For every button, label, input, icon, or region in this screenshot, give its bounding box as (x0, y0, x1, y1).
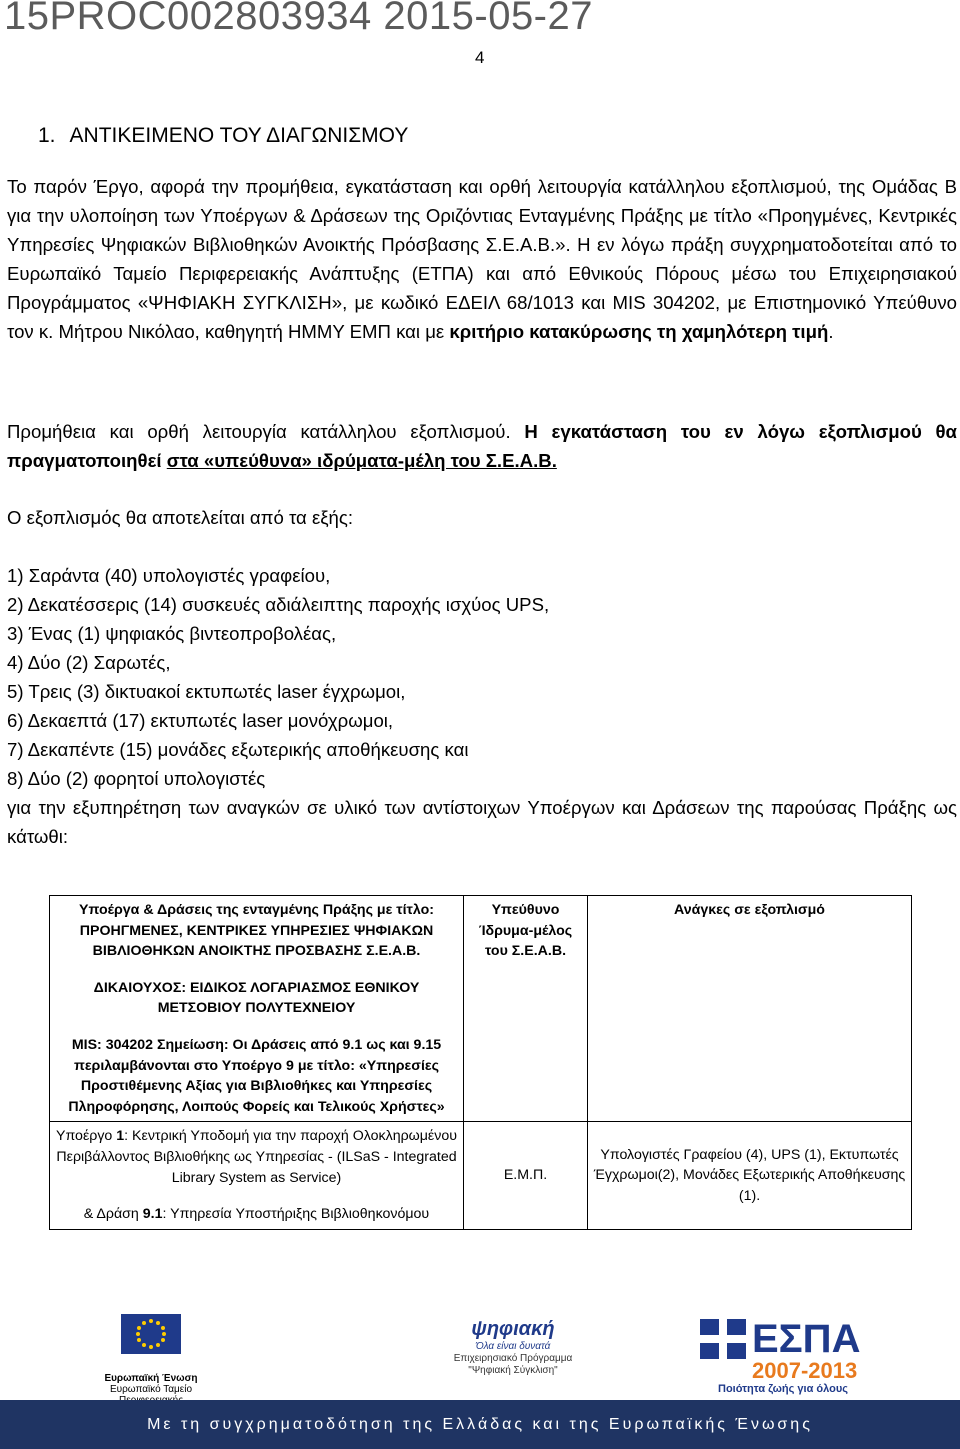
header-institution: Υπεύθυνο Ίδρυμα-μέλος του Σ.Ε.Α.Β. (464, 896, 588, 1122)
installation-bold: Η εγκατάσταση του εν λόγω εξοπλισμού θα πραγματοποιηθεί (7, 421, 957, 471)
espa-slogan: Ποιότητα ζωής για όλους (718, 1383, 848, 1395)
row-needs: Υπολογιστές Γραφείου (4), UPS (1), Εκτυπωτές Έγχρωμοι(2), Μονάδες Εξωτερικής Αποθήκευσης (1). (588, 1122, 912, 1229)
list-item: 8) Δύο (2) φορητοί υπολογιστές (7, 768, 266, 789)
list-item: 3) Ένας (1) ψηφιακός βιντεοπροβολέας, (7, 623, 337, 644)
paragraph-intro (7, 172, 957, 346)
table-row (50, 1122, 912, 1229)
espa-flag-icon (700, 1319, 746, 1359)
psifiaki-slogan: Όλα είναι δυνατά (475, 1341, 551, 1352)
section-number: 1. (38, 124, 56, 147)
psifiaki-sygklisi-logo (448, 1318, 578, 1398)
intro-text: Το παρόν Έργο, αφορά την προμήθεια, εγκατάσταση και ορθή λειτουργία κατάλληλου εξοπλισμού, της Ομάδας Β για την υλοποίηση των Υποέργων & Δράσεων της Οριζόντιας Ενταγμένης Πράξης με τίτλο «Προηγμένες, Κεντρικές Υπηρεσίες Ψηφιακών Βιβλιοθηκών Ανοικτής Πρόσβασης Σ.Ε.Α.Β.». Η εν λόγω πράξη συγχρηματοδοτείται από το Ευρωπαϊκό Ταμείο Περιφερειακής Ανάπτυξης (ΕΤΠΑ) και από Εθνικούς Πόρους μέσω του Επιχειρησιακού Προγράμματος «ΨΗΦΙΑΚΗ ΣΥΓΚΛΙΣΗ», με κωδικό ΕΔΕΙΛ 68/1013 και MIS 304202, με Επιστημονικό Υπεύθυνο τον κ. Μήτρου Νικόλαο, καθηγητή ΗΜΜΥ ΕΜΠ και με (7, 176, 957, 342)
list-item: 7) Δεκαπέντε (15) μονάδες εξωτερικής αποθήκευσης και (7, 739, 469, 760)
paragraph-installation (7, 417, 957, 475)
installation-text: Προμήθεια και ορθή λειτουργία κατάλληλου εξοπλισμού. (7, 421, 525, 442)
espa-logo (700, 1318, 910, 1400)
header-subprojects: Υποέργα & Δράσεις της ενταγμένης Πράξης με τίτλο: ΠΡΟΗΓΜΕΝΕΣ, ΚΕΝΤΡΙΚΕΣ ΥΠΗΡΕΣΙΕΣ ΨΗΦΙΑΚΩΝ ΒΙΒΛΙΟΘΗΚΩΝ ΑΝΟΙΚΤΗΣ ΠΡΟΣΒΑΣΗΣ Σ.Ε.Α.Β. ΔΙΚΑΙΟΥΧΟΣ: ΕΙΔΙΚΟΣ ΛΟΓΑΡΙΑΣΜΟΣ ΕΘΝΙΚΟΥ ΜΕΤΣΟΒΙΟΥ ΠΟΛΥΤΕΧΝΕΙΟΥ MIS: 304202 Σημείωση: Οι Δράσεις από 9.1 ως και 9.15 περιλαμβάνονται στο Υποέργο 9 με τίτλο: «Υπηρεσίες Προστιθέμενης Αξίας για Βιβλιοθήκες και Υπηρεσίες Πληροφόρησης, Λοιπούς Φορείς και Τελικούς Χρήστες» (50, 896, 464, 1122)
eu-label: Ευρωπαϊκή Ένωση (104, 1373, 198, 1384)
list-item: 1) Σαράντα (40) υπολογιστές γραφείου, (7, 565, 331, 586)
espa-title: ΕΣΠΑ (752, 1317, 861, 1361)
psifiaki-program: Επιχειρησιακό Πρόγραμμα (453, 1353, 573, 1364)
section-title: ΑΝΤΙΚΕΙΜΕΝΟ ΤΟΥ ΔΙΑΓΩΝΙΣΜΟΥ (69, 124, 409, 147)
paragraph-purpose: για την εξυπηρέτηση των αναγκών σε υλικό των αντίστοιχων Υποέργων και Δράσεων της παρούσας Πράξης ως κάτωθι: (7, 797, 957, 847)
list-item: 2) Δεκατέσσερις (14) συσκευές αδιάλειπτης παροχής ισχύος UPS, (7, 594, 550, 615)
document-watermark: 15PROC002803934 2015-05-27 (4, 0, 593, 38)
subprojects-table (49, 895, 912, 1230)
eu-logo (96, 1312, 206, 1397)
table-header-row (50, 896, 912, 1122)
equipment-list (7, 561, 957, 793)
paragraph-equipment-intro: Ο εξοπλισμός θα αποτελείται από τα εξής: (7, 507, 354, 528)
award-criterion: κριτήριο κατακύρωσης τη χαμηλότερη τιμή (449, 321, 829, 342)
row-institution: Ε.Μ.Π. (464, 1122, 588, 1229)
list-item: 4) Δύο (2) Σαρωτές, (7, 652, 171, 673)
list-item: 5) Τρεις (3) δικτυακοί εκτυπωτές laser έγχρωμοι, (7, 681, 406, 702)
page-number: 4 (475, 48, 485, 67)
psifiaki-program-name: "Ψηφιακή Σύγκλιση" (468, 1365, 558, 1376)
erdf-label-1: Ευρωπαϊκό Ταμείο (109, 1384, 193, 1395)
intro-end: . (828, 321, 834, 342)
eu-flag-icon (96, 1312, 206, 1368)
header-needs: Ανάγκες σε εξοπλισμό (588, 896, 912, 1122)
row-subproject: Υποέργο 1: Κεντρική Υποδομή για την παροχή Ολοκληρωμένου Περιβάλλοντος Βιβλιοθήκης ως Υπηρεσίας - (ILSaS - Integrated Library System as Service) & Δράση 9.1: Υπηρεσία Υποστήριξης Βιβλιοθηκονόμου (50, 1122, 464, 1229)
espa-years: 2007-2013 (752, 1358, 858, 1383)
section-heading (38, 124, 422, 148)
psifiaki-brand: ψηφιακή (471, 1318, 555, 1340)
list-item: 6) Δεκαεπτά (17) εκτυπωτές laser μονόχρωμοι, (7, 710, 394, 731)
installation-underline: στα «υπεύθυνα» ιδρύματα-μέλη του Σ.Ε.Α.Β. (166, 450, 557, 471)
cofunding-banner: Με τη συγχρηματοδότηση της Ελλάδας και της Ευρωπαϊκής Ένωσης (0, 1400, 960, 1449)
